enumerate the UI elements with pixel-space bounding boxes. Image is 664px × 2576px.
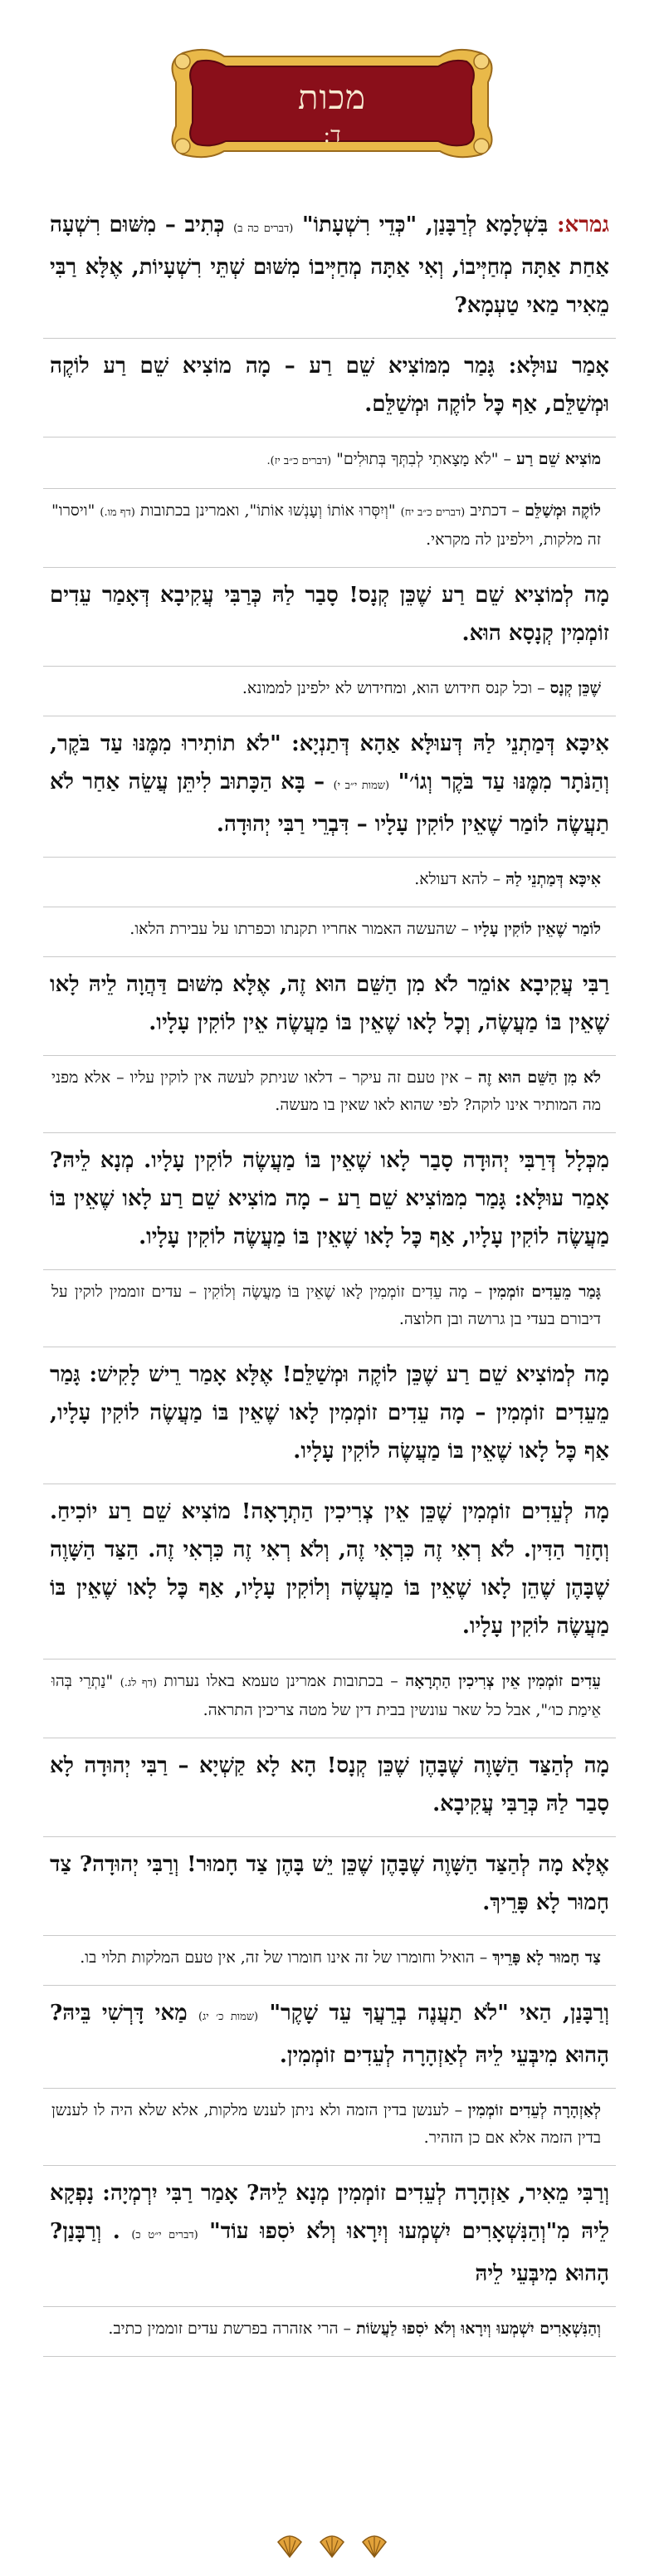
paragraph-text: אִיכָּא דְּמַתְנֵי לַהּ דְּעוּלָּא אַהָא דְּתַנְיָא: "לֹא תוֹתִירוּ מִמֶּנּוּ עַד בֹּקֶר, וְהַנֹּתָר מִמֶּנּוּ עַד בֹּקֶר וְגוֹ׳" (50, 731, 610, 794)
gemara-paragraph (43, 1484, 616, 1659)
rashi-commentary (43, 1659, 616, 1738)
commentary-heading: מוֹצִיא שֵׁם רַע (516, 450, 601, 468)
paragraph-text: וְרַבָּנַן, הַאי "לֹא תַעֲנֶה בְרֵעֲךָ עֵד שָׁקֶר" (269, 2001, 609, 2026)
shell-icon (360, 2534, 388, 2562)
paragraph-text: . וְרַבָּנַן? הָהוּא מִיבְּעֵי לֵיהּ (50, 2219, 609, 2286)
paragraph-text: – לענשן בדין הזמה ולא ניתן לענש מלקות, אלא שלא היה לו לענשן בדין הזמה אלא אם כן הזהיר. (51, 2101, 601, 2147)
rashi-commentary (43, 858, 616, 907)
commentary-heading: לֹא מִן הַשֵּׁם הוּא זֶה (477, 1068, 601, 1087)
verse-reference: (שמות י״ב י) (333, 780, 390, 792)
footer-ornament (0, 2534, 664, 2562)
verse-reference: (דף לג.) (120, 1677, 157, 1689)
rashi-commentary (43, 907, 616, 957)
paragraph-text: – הואיל וחומרו של זה אינו חומרו של זה, אין טעם המלקות תלוי בו. (80, 1948, 488, 1967)
tractate-title: מכות (298, 79, 366, 117)
paragraph-text: מִכְּלָל דְּרַבִּי יְהוּדָה סָבַר לָאו שֶׁאֵין בּוֹ מַעֲשֶׂה לוֹקִין עָלָיו. מְנָא לֵיהּ? אָמַר עוּלָּא: גָּמַר מִמּוֹצִיא שֵׁם רַע – מָה מוֹצִיא שֵׁם רַע לָאו שֶׁאֵין בּוֹ מַעֲשֶׂה לוֹקִין עָלָיו, אַף כׇּל לָאו שֶׁאֵין בּוֹ מַעֲשֶׂה לוֹקִין עָלָיו. (50, 1148, 609, 1249)
paragraph-text: אֶלָּא מָה לְהַצַּד הַשָּׁוֶה שֶׁבָּהֶן שֶׁכֵּן יֵשׁ בָּהֶן צַד חָמוּר! וְרַבִּי יְהוּדָה? צַד חָמוּר לָא פָּרֵיךְ. (50, 1852, 609, 1915)
paragraph-text: וְרַבִּי מֵאִיר, אַזְהָרָה לְעֵדִים זוֹמְמִין מְנָא לֵיהּ? אָמַר רַבִּי יִרְמְיָה: נָפְקָא לֵיהּ מִ"וְהַנִּשְׁאָרִים יִשְׁמְעוּ וְיִרָאוּ וְלֹא יֹסִפוּ עוֹד" (50, 2181, 610, 2244)
rashi-commentary (43, 667, 616, 716)
verse-reference: (דברים כ״ב יח) (400, 506, 466, 519)
rashi-commentary (43, 489, 616, 568)
paragraph-text: כְּתִיב – מִשּׁוּם רִשְׁעָה אַחַת אַתָּה מְחַיְּיבוֹ, וְאִי אַתָּה מְחַיְּיבוֹ מִשּׁוּם שְׁתֵּי רִשְׁעָיוֹת, אֶלָּא רַבִּי מֵאִיר מַאי טַעְמָא? (50, 213, 609, 318)
gemara-paragraph (43, 1986, 616, 2089)
paragraph-text: מָה לְמוֹצִיא שֵׁם רַע שֶׁכֵּן לוֹקֶה וּמְשַׁלֵּם! אֶלָּא אָמַר רֵישׁ לָקִישׁ: גָּמַר מֵעֵדִים זוֹמְמִין – מָה עֵדִים זוֹמְמִין לָאו שֶׁאֵין בּוֹ מַעֲשֶׂה לוֹקִין עָלָיו, אַף כׇּל לָאו שֶׁאֵין בּוֹ מַעֲשֶׂה לוֹקִין עָלָיו. (50, 1362, 609, 1464)
paragraph-text: – מָה עֵדִים זוֹמְמִין לָאו שֶׁאֵין בּוֹ מַעֲשֶׂה וְלוֹקִין – עדים זוממין לוקין על דיבורם בעדי בן גרושה ובן חלוצה. (51, 1283, 601, 1328)
shell-icon (318, 2534, 346, 2562)
talmud-text (43, 198, 616, 2357)
gemara-paragraph (43, 716, 616, 858)
paragraph-text: מָה לְמוֹצִיא שֵׁם רַע שֶׁכֵּן קְנָס! סָבַר לַהּ כְּרַבִּי עֲקִיבָא דְּאָמַר עֵדִים זוֹמְמִין קְנָסָא הוּא. (50, 583, 609, 646)
paragraph-text: – שהעשה האמור אחריו תקנתו וכפרתו על עבירת הלאו. (129, 920, 470, 938)
gemara-label: גמרא: (556, 213, 609, 237)
commentary-heading: אִיכָּא דְּמַתְנֵי לַהּ (505, 870, 601, 888)
paragraph-text: – הרי אזהרה בפרשת עדים זוממין כתיב. (108, 2319, 352, 2338)
gemara-paragraph (43, 568, 616, 667)
gemara-paragraph (43, 1738, 616, 1837)
verse-reference: (דברים כה ב) (233, 222, 294, 235)
paragraph-text: – "לֹא מָצָאתִי לְבִתְּךָ בְּתוּלִים" (336, 450, 512, 468)
paragraph-text: "וְיִסְּרוּ אוֹתוֹ וְעָנְשׁוּ אוֹתוֹ", ואמרינן בכתובות (139, 501, 396, 520)
rashi-commentary (43, 1056, 616, 1133)
paragraph-text: בִּשְׁלָמָא לְרַבָּנַן, "כְּדֵי רִשְׁעָתוֹ" (301, 213, 549, 237)
paragraph-text: – בָּא הַכָּתוּב לִיתֵּן עֲשֵׂה אַחַר לֹא תַעֲשֶׂה לוֹמַר שֶׁאֵין לוֹקִין עָלָיו – דִּבְרֵי רַבִּי יְהוּדָה. (50, 770, 609, 837)
rashi-commentary (43, 1936, 616, 1986)
page-banner (158, 37, 506, 171)
paragraph-text: – דכתיב (470, 501, 520, 520)
commentary-heading: וְהַנִּשְׁאָרִים יִשְׁמְעוּ וְיִרָאוּ וְלֹא יֹסִפוּ לַעֲשׂוֹת (356, 2319, 601, 2338)
gemara-paragraph (43, 2166, 616, 2307)
commentary-heading: צַד חָמוּר לָא פָּרֵיךְ (492, 1948, 601, 1967)
paragraph-text: מָה לְהַצַּד הַשָּׁוֶה שֶׁבָּהֶן שֶׁכֵּן קְנָס! הָא לָא קַשְׁיָא – רַבִּי יְהוּדָה לָא סָבַר לַהּ כְּרַבִּי עֲקִיבָא. (50, 1753, 609, 1816)
rashi-commentary (43, 2307, 616, 2357)
paragraph-text: "ויסרו" זה מלקות, וילפינן לה מקראי. (51, 501, 601, 549)
gemara-paragraph (43, 1347, 616, 1484)
paragraph-text: – בכתובות אמרינן טעמא באלו נערות (164, 1672, 398, 1690)
page-number: ד: (323, 123, 341, 148)
commentary-heading: עֵדִים זוֹמְמִין אֵין צְרִיכִין הַתְרָאָה (405, 1672, 601, 1690)
commentary-heading: גָּמַר מֵעֵדִים זוֹמְמִין (489, 1283, 601, 1301)
paragraph-text: מָה לְעֵדִים זוֹמְמִין שֶׁכֵּן אֵין צְרִיכִין הַתְרָאָה! מוֹצִיא שֵׁם רַע יוֹכִיחַ. וְחָזַר הַדִּין. לֹא רְאִי זֶה כִּרְאִי זֶה, וְלֹא רְאִי זֶה כִּרְאִי זֶה. הַצַּד הַשָּׁוֶה שֶׁבָּהֶן שֶׁהֵן לָאו שֶׁאֵין בּוֹ מַעֲשֶׂה וְלוֹקִין עָלָיו, אַף כׇּל לָאו שֶׁאֵין בּוֹ מַעֲשֶׂה לוֹקִין עָלָיו. (50, 1499, 609, 1639)
shell-icon (276, 2534, 304, 2562)
paragraph-text: – להא דעולא. (414, 870, 501, 888)
rashi-commentary (43, 2089, 616, 2166)
commentary-heading: לְאַזְהָרָה לְעֵדִים זוֹמְמִין (467, 2101, 601, 2119)
commentary-heading: לוֹמַר שֶׁאֵין לוֹקִין עָלָיו (474, 920, 601, 938)
verse-reference: (דף מו.) (100, 506, 135, 519)
commentary-heading: שֶׁכֵּן קְנָס (549, 679, 601, 697)
gemara-paragraph (43, 198, 616, 339)
commentary-heading: לוֹקֶה וּמְשַׁלֵּם (525, 501, 601, 520)
gemara-paragraph (43, 339, 616, 437)
verse-reference: (דברים י״ט כ) (131, 2229, 198, 2241)
gemara-paragraph (43, 957, 616, 1056)
gemara-paragraph (43, 1837, 616, 1936)
verse-reference: (שמות כ׳ יג) (198, 2011, 259, 2023)
rashi-commentary (43, 1270, 616, 1347)
paragraph-text: – אין טעם זה עיקר – דלאו שניתק לעשה אין לוקין עליו – אלא מפני מה המותיר אינו לוקה? לפי שהוא לאו שאין בו מעשה. (51, 1068, 601, 1114)
paragraph-text: רַבִּי עֲקִיבָא אוֹמֵר לֹא מִן הַשֵּׁם הוּא זֶה, אֶלָּא מִשּׁוּם דַּהֲוָה לֵיהּ לָאו שֶׁאֵין בּוֹ מַעֲשֶׂה, וְכׇל לָאו שֶׁאֵין בּוֹ מַעֲשֶׂה אֵין לוֹקִין עָלָיו. (50, 972, 609, 1035)
paragraph-text: "נַתְרֵי בְּהוּ אֵימַת כו׳", אבל כל שאר עונשין בבית דין של מטה צריכין התראה. (51, 1672, 601, 1719)
gemara-paragraph (43, 1133, 616, 1270)
paragraph-text: מַאי דָּרְשִׁי בֵּיהּ? הָהוּא מִיבְּעֵי לֵיהּ לְאַזְהָרָה לְעֵדִים זוֹמְמִין. (50, 2001, 609, 2068)
paragraph-text: – וכל קנס חידוש הוא, ומחידוש לא ילפינן לממונא. (242, 679, 545, 697)
verse-reference: (דברים כ״ב יז). (266, 455, 332, 467)
rashi-commentary (43, 437, 616, 489)
paragraph-text: אָמַר עוּלָּא: גָּמַר מִמּוֹצִיא שֵׁם רַע – מָה מוֹצִיא שֵׁם רַע לוֹקֶה וּמְשַׁלֵּם, אַף כׇּל לוֹקֶה וּמְשַׁלֵּם. (50, 354, 609, 417)
